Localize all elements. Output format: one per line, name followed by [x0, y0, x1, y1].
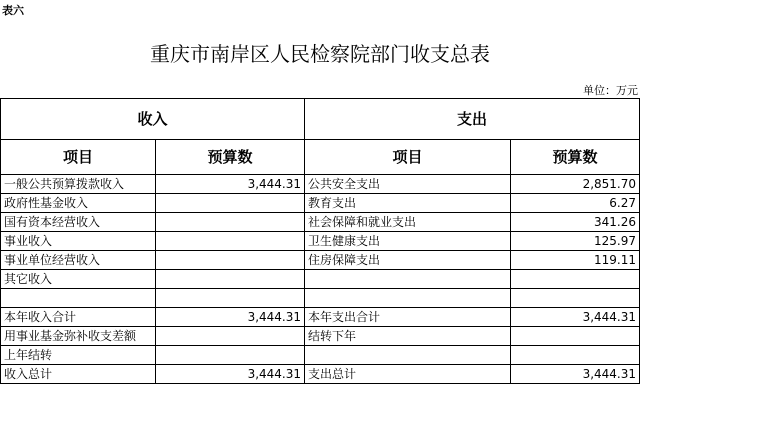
income-item-cell: 事业单位经营收入 [1, 251, 156, 270]
expense-item-cell: 支出总计 [305, 365, 511, 384]
income-item-cell: 用事业基金弥补收支差额 [1, 327, 156, 346]
expense-item-cell: 教育支出 [305, 194, 511, 213]
expense-value-cell [511, 289, 640, 308]
expense-budget-header: 预算数 [511, 140, 640, 175]
expense-item-header: 项目 [305, 140, 511, 175]
table-row [1, 232, 640, 251]
budget-summary-table [0, 98, 640, 384]
column-header-row [1, 140, 640, 175]
expense-item-cell: 住房保障支出 [305, 251, 511, 270]
section-header-row [1, 99, 640, 140]
expense-value-cell [511, 327, 640, 346]
table-tag: 表六 [2, 4, 24, 17]
expense-section-header: 支出 [305, 99, 640, 140]
expense-value-cell: 6.27 [511, 194, 640, 213]
expense-item-cell: 结转下年 [305, 327, 511, 346]
page-title: 重庆市南岸区人民检察院部门收支总表 [150, 42, 490, 66]
table-row [1, 213, 640, 232]
income-item-cell: 国有资本经营收入 [1, 213, 156, 232]
table-row [1, 251, 640, 270]
table-row [1, 365, 640, 384]
income-item-cell: 上年结转 [1, 346, 156, 365]
expense-item-cell: 公共安全支出 [305, 175, 511, 194]
table-row [1, 289, 640, 308]
income-section-header: 收入 [1, 99, 305, 140]
expense-value-cell: 119.11 [511, 251, 640, 270]
income-value-cell [156, 270, 305, 289]
income-item-cell: 事业收入 [1, 232, 156, 251]
income-value-cell [156, 327, 305, 346]
expense-value-cell: 125.97 [511, 232, 640, 251]
table-row [1, 175, 640, 194]
income-value-cell: 3,444.31 [156, 175, 305, 194]
table-row [1, 327, 640, 346]
table-row [1, 308, 640, 327]
income-value-cell: 3,444.31 [156, 308, 305, 327]
income-value-cell [156, 346, 305, 365]
income-item-cell: 其它收入 [1, 270, 156, 289]
expense-value-cell [511, 270, 640, 289]
expense-value-cell: 3,444.31 [511, 365, 640, 384]
income-budget-header: 预算数 [156, 140, 305, 175]
income-item-cell: 本年收入合计 [1, 308, 156, 327]
expense-item-cell: 社会保障和就业支出 [305, 213, 511, 232]
expense-item-cell [305, 346, 511, 365]
income-value-cell [156, 232, 305, 251]
income-value-cell [156, 289, 305, 308]
expense-item-cell [305, 270, 511, 289]
table-row [1, 194, 640, 213]
income-value-cell [156, 213, 305, 232]
income-item-cell: 一般公共预算拨款收入 [1, 175, 156, 194]
expense-value-cell: 2,851.70 [511, 175, 640, 194]
table-row [1, 270, 640, 289]
unit-label: 单位：万元 [583, 84, 638, 97]
income-item-cell: 政府性基金收入 [1, 194, 156, 213]
income-value-cell [156, 194, 305, 213]
income-value-cell [156, 251, 305, 270]
expense-item-cell: 卫生健康支出 [305, 232, 511, 251]
income-item-cell [1, 289, 156, 308]
income-item-header: 项目 [1, 140, 156, 175]
income-item-cell: 收入总计 [1, 365, 156, 384]
income-value-cell: 3,444.31 [156, 365, 305, 384]
expense-item-cell [305, 289, 511, 308]
expense-value-cell: 341.26 [511, 213, 640, 232]
expense-item-cell: 本年支出合计 [305, 308, 511, 327]
table-row [1, 346, 640, 365]
expense-value-cell [511, 346, 640, 365]
expense-value-cell: 3,444.31 [511, 308, 640, 327]
